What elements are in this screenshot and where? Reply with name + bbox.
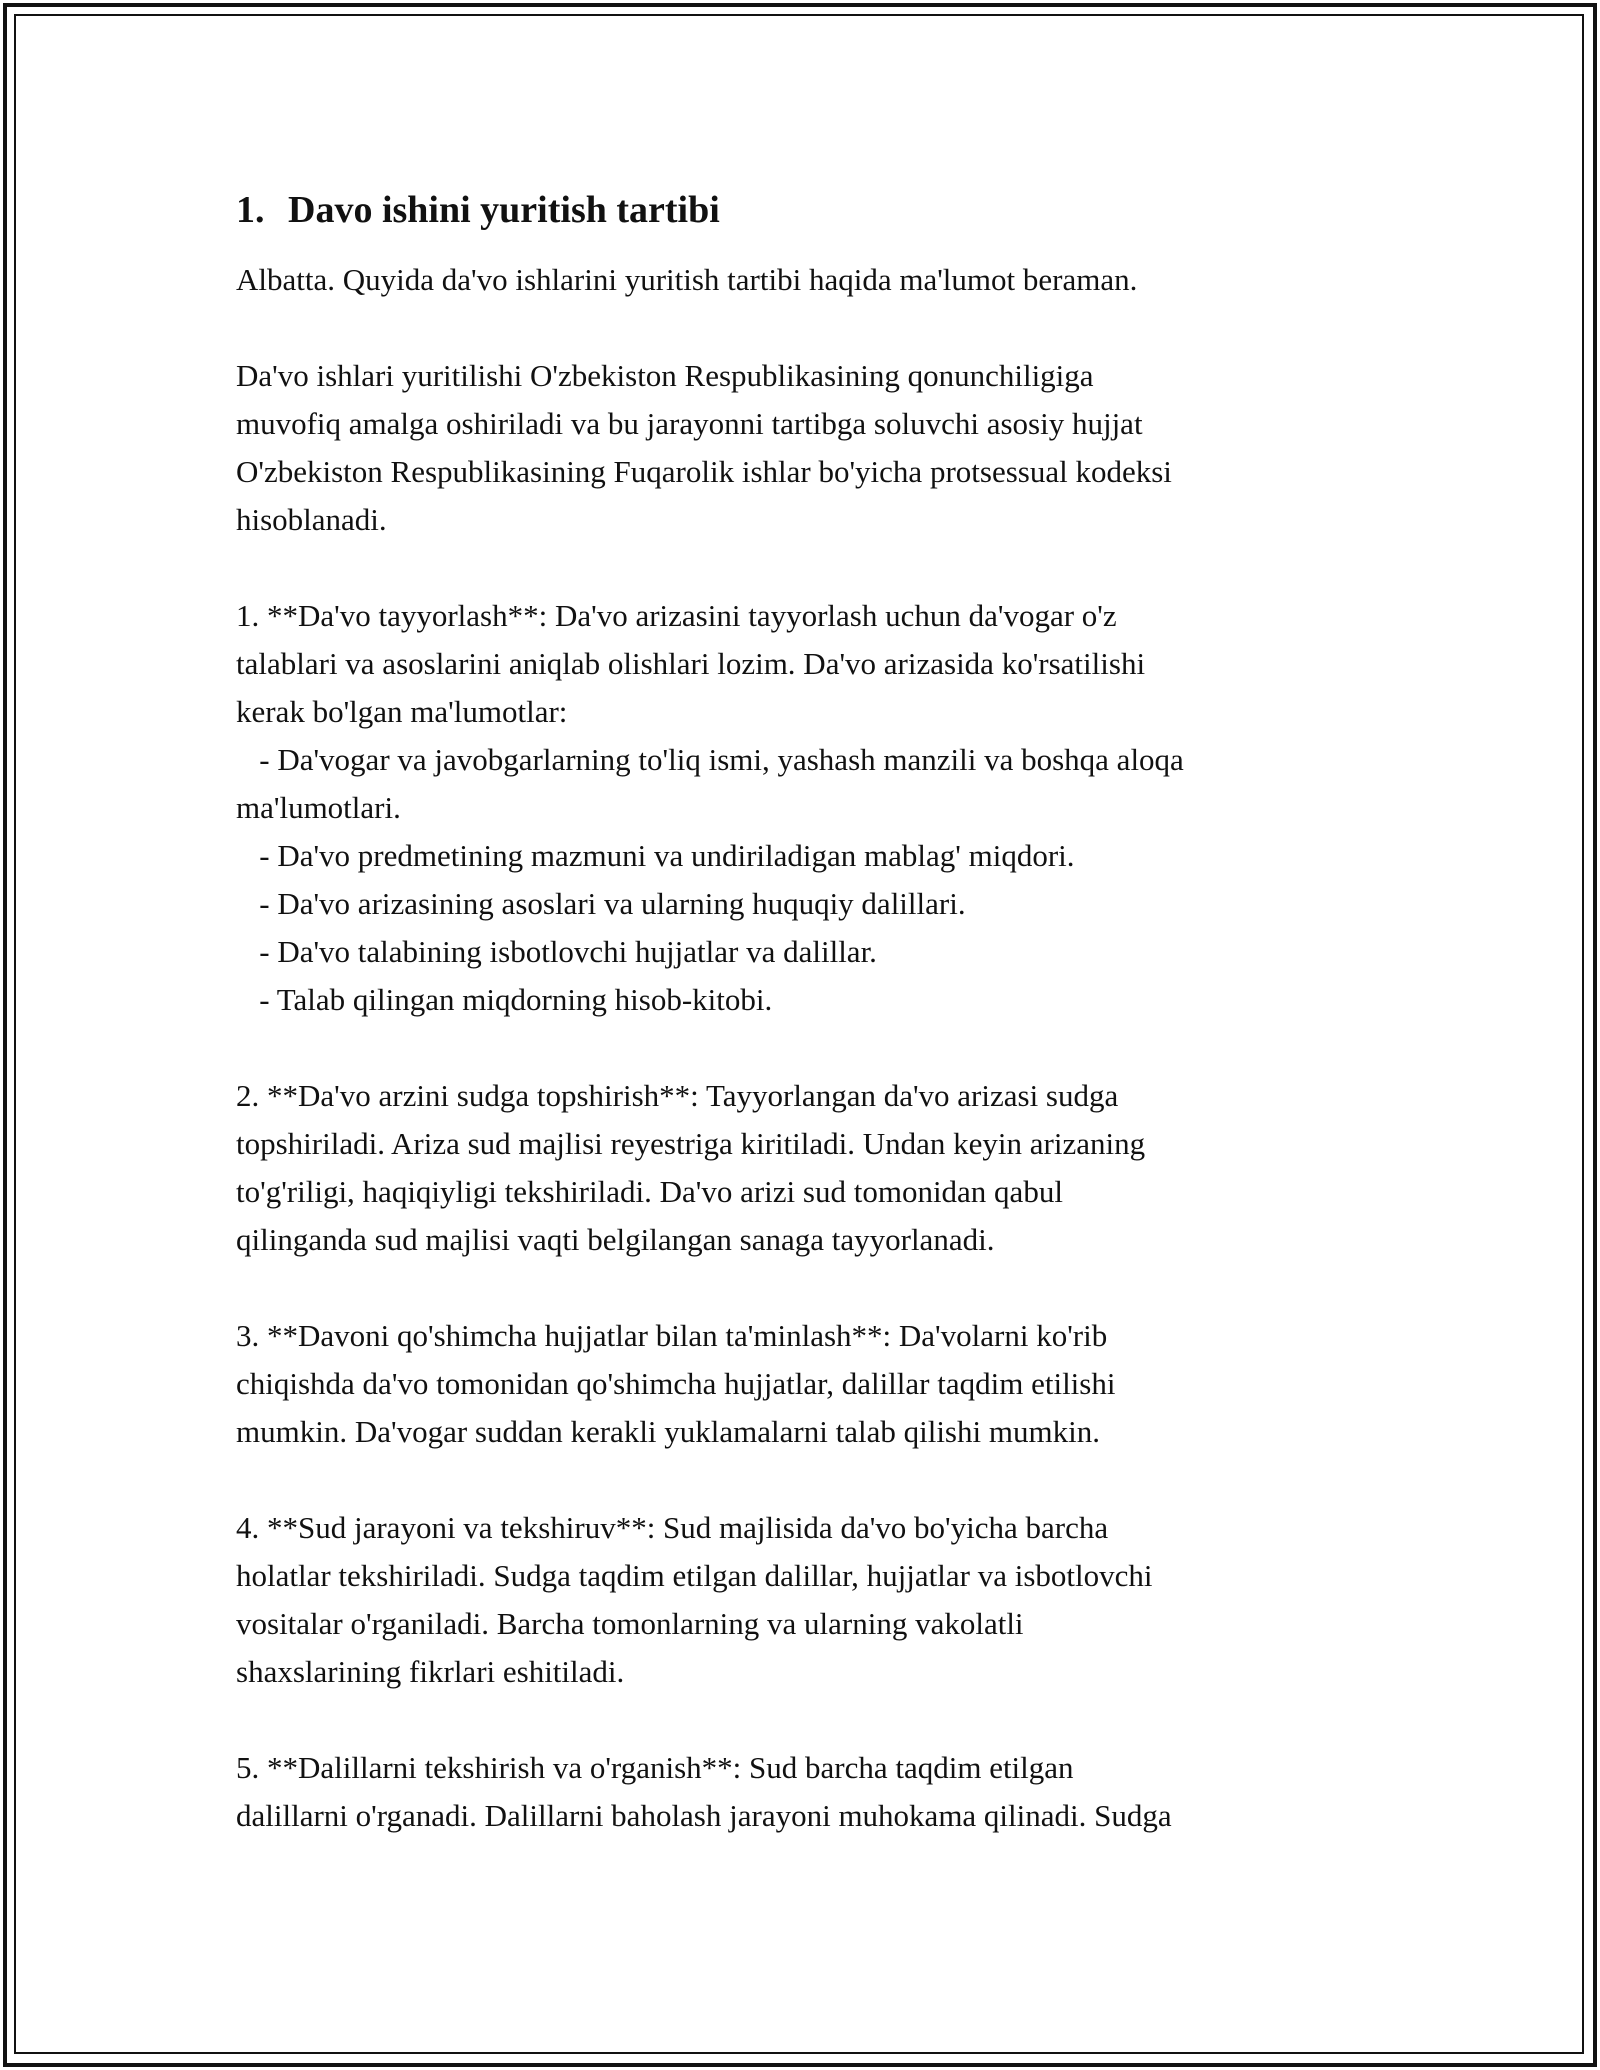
text-line: 5. **Dalillarni tekshirish va o'rganish**: Sud barcha taqdim etilgan <box>236 1750 1074 1785</box>
text-line: ma'lumotlari. <box>236 790 401 825</box>
paragraph-gap <box>236 1696 1376 1744</box>
text-line: topshiriladi. Ariza sud majlisi reyestriga kiritiladi. Undan keyin arizaning <box>236 1126 1146 1161</box>
paragraph-gap <box>236 1024 1376 1072</box>
text-line: holatlar tekshiriladi. Sudga taqdim etilgan dalillar, hujjatlar va isbotlovchi <box>236 1558 1153 1593</box>
text-line: dalillarni o'rganadi. Dalillarni baholash jarayoni muhokama qilinadi. Sudga <box>236 1798 1172 1833</box>
text-line: - Da'vo predmetining mazmuni va undiriladigan mablag' miqdori. <box>236 838 1075 873</box>
text-line: shaxslarining fikrlari eshitiladi. <box>236 1654 625 1689</box>
text-line: hisoblanadi. <box>236 502 387 537</box>
text-line: - Talab qilingan miqdorning hisob-kitobi. <box>236 982 773 1017</box>
section-heading <box>236 186 1376 234</box>
text-line: - Da'vogar va javobgarlarning to'liq ismi, yashash manzili va boshqa aloqa <box>236 742 1184 777</box>
document-text <box>236 256 1376 1840</box>
text-line: - Da'vo arizasining asoslari va ularning huquqiy dalillari. <box>236 886 966 921</box>
paragraph-gap <box>236 1264 1376 1312</box>
text-line: kerak bo'lgan ma'lumotlar: <box>236 694 568 729</box>
text-line: 3. **Davoni qo'shimcha hujjatlar bilan ta'minlash**: Da'volarni ko'rib <box>236 1318 1108 1353</box>
text-line: chiqishda da'vo tomonidan qo'shimcha hujjatlar, dalillar taqdim etilishi <box>236 1366 1116 1401</box>
text-line: to'g'riligi, haqiqiyligi tekshiriladi. Da'vo arizi sud tomonidan qabul <box>236 1174 1063 1209</box>
paragraph-gap <box>236 304 1376 352</box>
text-line: muvofiq amalga oshiriladi va bu jarayonni tartibga soluvchi asosiy hujjat <box>236 406 1143 441</box>
text-line: mumkin. Da'vogar suddan kerakli yuklamalarni talab qilishi mumkin. <box>236 1414 1100 1449</box>
section-heading-number: 1. <box>236 189 265 231</box>
document-body <box>236 186 1376 1840</box>
text-line: Da'vo ishlari yuritilishi O'zbekiston Respublikasining qonunchiligiga <box>236 358 1094 393</box>
text-line: 4. **Sud jarayoni va tekshiruv**: Sud majlisida da'vo bo'yicha barcha <box>236 1510 1109 1545</box>
section-heading-title: Davo ishini yuritish tartibi <box>288 189 720 231</box>
text-line: 2. **Da'vo arzini sudga topshirish**: Tayyorlangan da'vo arizasi sudga <box>236 1078 1119 1113</box>
text-line: talablari va asoslarini aniqlab olishlari lozim. Da'vo arizasida ko'rsatilishi <box>236 646 1146 681</box>
text-line: 1. **Da'vo tayyorlash**: Da'vo arizasini tayyorlash uchun da'vogar o'z <box>236 598 1117 633</box>
paragraph-gap <box>236 1456 1376 1504</box>
text-line: O'zbekiston Respublikasining Fuqarolik ishlar bo'yicha protsessual kodeksi <box>236 454 1172 489</box>
text-line: Albatta. Quyida da'vo ishlarini yuritish tartibi haqida ma'lumot beraman. <box>236 262 1138 297</box>
text-line: vositalar o'rganiladi. Barcha tomonlarning va ularning vakolatli <box>236 1606 1024 1641</box>
text-line: qilinganda sud majlisi vaqti belgilangan sanaga tayyorlanadi. <box>236 1222 995 1257</box>
text-line: - Da'vo talabining isbotlovchi hujjatlar va dalillar. <box>236 934 877 969</box>
paragraph-gap <box>236 544 1376 592</box>
